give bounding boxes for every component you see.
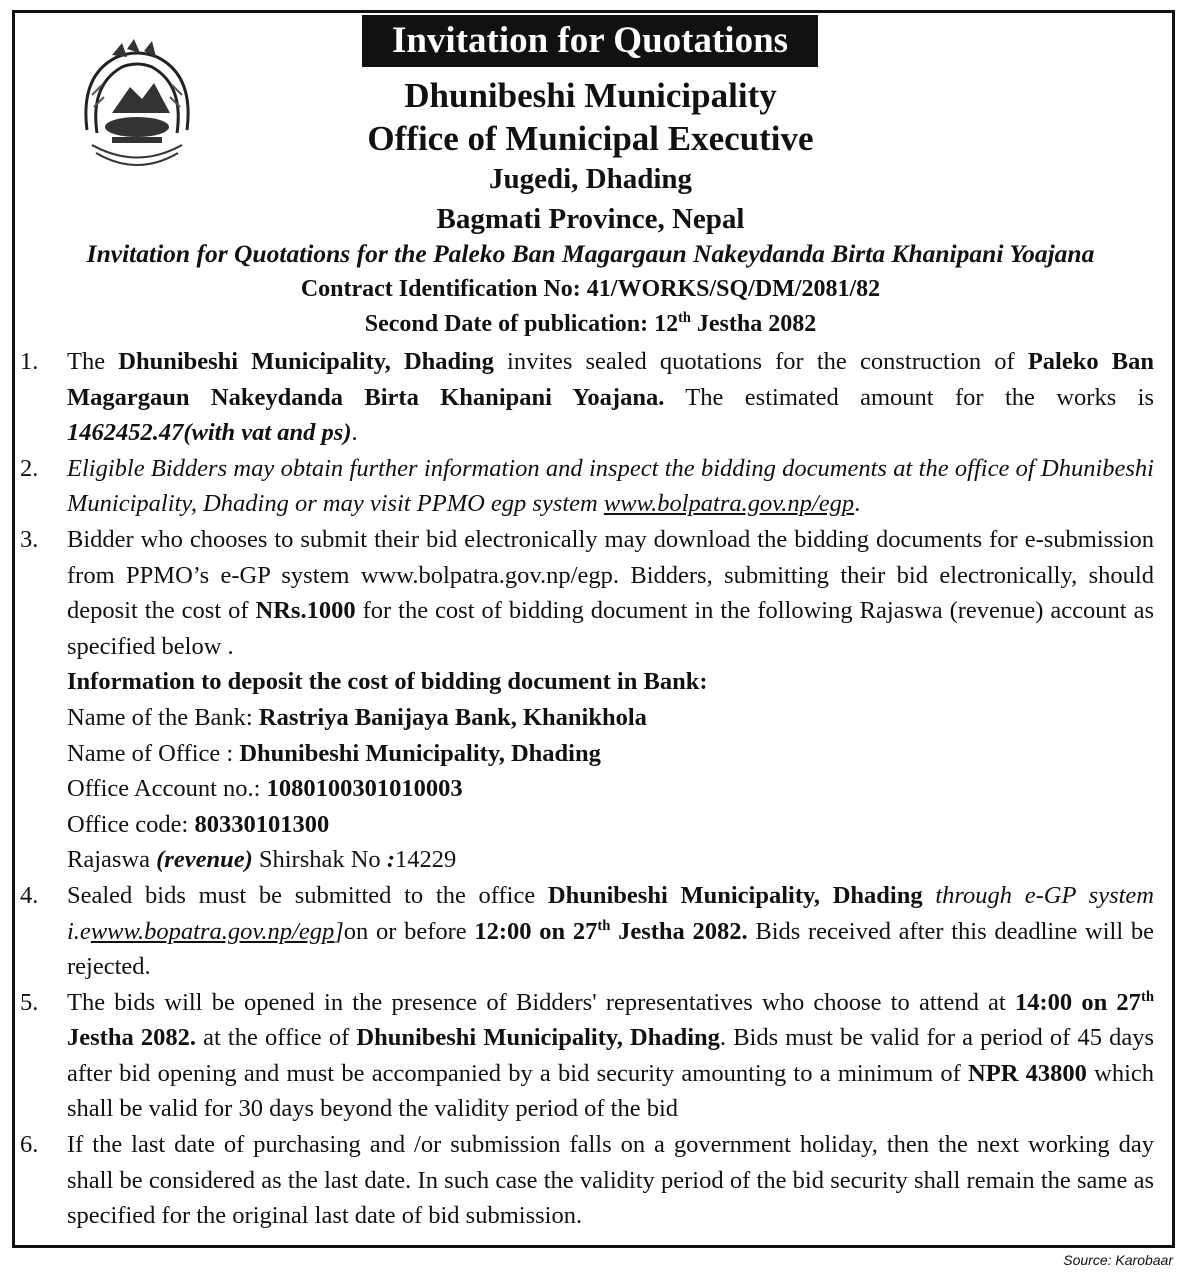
municipality-name: Dhunibeshi Municipality	[404, 76, 777, 115]
office-code: Office code: 80330101300	[67, 810, 330, 838]
source-credit: Source: Karobaar	[1063, 1252, 1173, 1268]
rajaswa-shirshak: Rajaswa (revenue) Shirshak No :14229	[67, 846, 457, 874]
list-item: 2. Eligible Bidders may obtain further information and inspect the bidding documents at the office of Dhunibeshi Municipality, Dhading or may visit PPMO egp system www.bolpatra.gov.np/egp.	[20, 454, 1154, 518]
list-item: 4. Sealed bids must be submitted to the office Dhunibeshi Municipality, Dhading through e-GP system i.ewww.bopatra.gov.np/egp]on or before 12:00 on 27th Jestha 2082. Bids received after this deadline will be rejected.	[20, 881, 1154, 981]
office-name: Office of Municipal Executive	[367, 119, 814, 158]
bank-info-heading: Information to deposit the cost of bidding document in Bank:	[67, 668, 708, 696]
publication-date: Second Date of publication: 12th Jestha 2082	[364, 310, 817, 337]
office-location: Jugedi, Dhading	[488, 163, 693, 195]
egp-link[interactable]: www.bolpatra.gov.np/egp	[603, 490, 855, 518]
contract-id: Contract Identification No: 41/WORKS/SQ/DM/2081/82	[300, 276, 881, 302]
list-item: 5. The bids will be opened in the presence of Bidders' representatives who choose to attend at 14:00 on 27th Jestha 2082. at the office of Dhunibeshi Municipality, Dhading. Bids must be valid for a period of 45 days after bid opening and must be accompanied by a bid security amounting to a minimum of NPR 43800 which shall be valid for 30 days beyond the validity period of the bid	[20, 988, 1155, 1123]
bopatra-link[interactable]: www.bopatra.gov.np/egp	[90, 917, 335, 945]
notice-subject: Invitation for Quotations for the Paleko Ban Magargaun Nakeydanda Birta Khanipani Yoajana	[86, 239, 1095, 268]
province: Bagmati Province, Nepal	[436, 203, 745, 235]
list-item: 1. The Dhunibeshi Municipality, Dhading invites sealed quotations for the construction of Paleko Ban Magargaun Nakeydanda Birta Khanipani Yoajana. The estimated amount for the works is 1462452.47(with vat and ps).	[20, 348, 1154, 447]
list-item: 6. If the last date of purchasing and /or submission falls on a government holiday, then the next working day shall be considered as the last date. In such case the validity period of the bid security shall remain the same as specified for the original last date of bid submission.	[20, 1131, 1154, 1230]
notice-banner: Invitation for Quotations	[362, 15, 818, 67]
account-number: Office Account no.: 1080100301010003	[67, 775, 463, 803]
list-item: 3. Bidder who chooses to submit their bid electronically may download the bidding documents for e-submission from PPMO’s e-GP system www.bolpatra.gov.np/egp. Bidders, submitting their bid electronically, should deposit the cost of NRs.1000 for the cost of bidding document in the following Rajaswa (revenue) account as specified below .	[20, 525, 1155, 660]
notice-body	[20, 344, 1154, 1234]
office-name-row: Name of Office : Dhunibeshi Municipality, Dhading	[67, 739, 601, 767]
bank-name: Name of the Bank: Rastriya Banijaya Bank, Khanikhola	[67, 703, 647, 731]
